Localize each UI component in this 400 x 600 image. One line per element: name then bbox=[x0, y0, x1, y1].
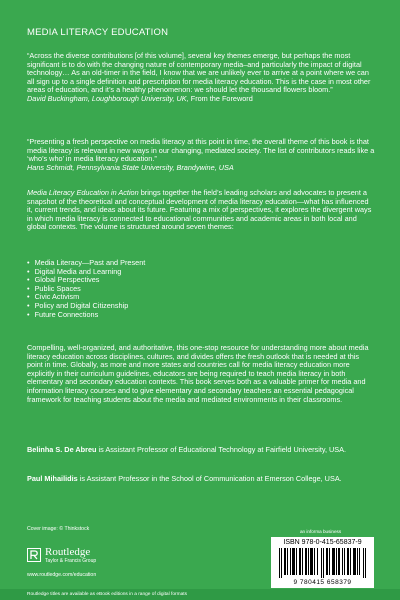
endorsement-quote-text: “Presenting a fresh perspective on media literacy at this point in time, the overall theme of this book is that media literacy is relevant in new ways in our changing, mediated society. The list of contributors reads like a ‘who’s who’ in media literacy education.” bbox=[27, 137, 375, 164]
isbn-label: ISBN 978-0-415-65837-9 bbox=[283, 539, 362, 546]
informa-tagline: an informa business bbox=[300, 529, 342, 534]
routledge-logo-icon bbox=[27, 548, 41, 562]
cover-header: MEDIA LITERACY EDUCATION bbox=[27, 27, 169, 38]
ebook-footer: Routledge titles are available as eBook editions in a range of digital formats bbox=[0, 589, 400, 600]
publisher-name: Routledge bbox=[45, 546, 91, 558]
book-description bbox=[27, 189, 375, 232]
book-summary: Compelling, well-organized, and authoritative, this one-stop resource for understanding more about media literacy education across disciplines, cultures, and divides offers the fresh outlook that is needed at this point in time. Globally, as more and more states and countries call for media literacy education more explicitly in their curriculum guidelines, educators are being required to teach media literacy in both elementary and secondary education contexts. This book serves both as a valuable primer for media and information literacy courses and to give elementary and secondary teachers an essential pedagogical framework for teaching students about the media and mediated environments in their classrooms. bbox=[27, 343, 369, 404]
foreword-quote-source: From the Foreword bbox=[188, 93, 253, 103]
list-item: • Civic Activism bbox=[27, 293, 145, 302]
foreword-quote-author: David Buckingham, Loughborough University, UK, bbox=[27, 93, 189, 103]
endorsement-quote bbox=[27, 138, 375, 172]
list-item: • Policy and Digital Citizenship bbox=[27, 302, 145, 311]
author-bio-1 bbox=[27, 446, 375, 455]
foreword-quote-text: “Across the diverse contributions [of this volume], several key themes emerge, but perhaps the most significant is to do with the changing nature of contemporary media–and particularly the impact of digital technology… As an old-timer in the field, I know that we are unlikely ever to arrive at a point where we can all sign up to a single definition and prescription for media literacy education. This is the case in most other areas of education, and it’s a healthy phenomenon: we should let the thousand flowers bloom.” bbox=[27, 51, 371, 95]
endorsement-quote-attribution: Hans Schmidt, Pennsylvania State University, Brandywine, USA bbox=[27, 162, 234, 172]
book-title-italic: Media Literacy Education in Action bbox=[27, 188, 139, 197]
foreword-quote bbox=[27, 52, 375, 104]
book-description-text: brings together the field’s leading scholars and advocates to present a snapshot of the theoretical and conceptual development of media literacy education—what has influenced it, current trends, and ideas about its future. Featuring a mix of perspectives, it explores the divergent ways in which media literacy is connected to educational communities and academic areas in both local and global contexts. The volume is structured around seven themes: bbox=[27, 188, 372, 232]
barcode-digits: 9 780415 658379 bbox=[293, 579, 352, 586]
isbn-barcode bbox=[271, 537, 374, 588]
author-bio-2 bbox=[27, 475, 375, 484]
cover-image-credit: Cover image: © Thinkstock bbox=[27, 526, 90, 532]
list-item: • Future Connections bbox=[27, 311, 145, 320]
barcode-icon bbox=[279, 548, 366, 578]
author-bio-text: is Assistant Professor in the School of Communication at Emerson College, USA. bbox=[77, 474, 342, 483]
author-bio-text: is Assistant Professor of Educational Technology at Fairfield University, USA. bbox=[96, 445, 347, 454]
list-item: • Global Perspectives bbox=[27, 276, 145, 285]
list-item: • Media Literacy—Past and Present bbox=[27, 259, 145, 268]
list-item: • Public Spaces bbox=[27, 285, 145, 294]
list-item: • Digital Media and Learning bbox=[27, 268, 145, 277]
author-name: Belinha S. De Abreu bbox=[27, 445, 97, 454]
publisher-subtitle: Taylor & Francis Group bbox=[45, 558, 97, 564]
author-name: Paul Mihailidis bbox=[27, 474, 78, 483]
themes-list bbox=[27, 259, 145, 319]
publisher-url: www.routledge.com/education bbox=[27, 572, 97, 578]
foreword-quote-attribution bbox=[27, 95, 375, 104]
